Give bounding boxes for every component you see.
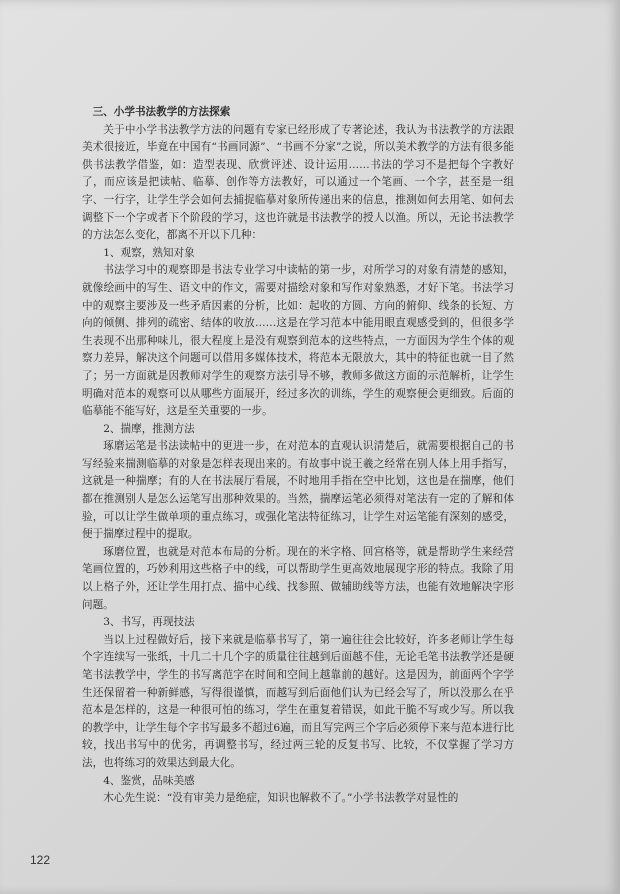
page-text xyxy=(82,104,514,808)
subheading-appreciate: 4、鉴赏，品味美感 xyxy=(103,774,195,787)
page-number: 122 xyxy=(30,853,51,867)
paragraph-intro: 关于中小学书法教学方法的问题有专家已经形成了专著论述，我认为书法教学的方法跟美术很接近，毕竟在中国有“书画同源”、“书画不分家”之说，所以美术教学的方法有很多能供书法教学借鉴，如：造型表现、欣赏评述、设计运用……书法的学习不是把每个字教好了，而应该是把读帖、临摹、创作等方法教好，可以通过一个笔画、一个字，甚至是一组字、一行字，让学生学会如何去捕捉临摹对象所传递出来的信息，推测如何去用笔、如何去调整下一个字或者下个阶段的学习，这也许就是书法教学的授人以渔。所以，无论书法教学的方法怎么变化，都离不开以下几种： xyxy=(82,123,514,242)
section-title: 三、小学书法教学的方法探索 xyxy=(92,106,231,118)
subheading-write: 3、书写，再现技法 xyxy=(103,616,195,629)
subheading-observe: 1、观察，熟知对象 xyxy=(103,246,195,259)
subheading-ponder: 2、揣摩，推测方法 xyxy=(103,422,195,435)
paragraph-observe: 书法学习中的观察即是书法专业学习中读帖的第一步，对所学习的对象有清楚的感知，就像绘画中的写生、语文中的作文，需要对描绘对象和写作对象熟悉，才好下笔。书法学习中的观察主要涉及一些矛盾因素的分析，比如：起收的方圆、方向的俯仰、线条的长短、方向的倾侧、排列的疏密、结体的收放……这是在学习范本中能用眼直观感受到的，但很多学生表现不出那种味儿，很大程度上是没有观察到范本的这些特点，一方面因为学生个体的观察力差异，解决这个问题可以借用多媒体技术，将范本无限放大，其中的特征也就一目了然了；另一方面就是因教师对学生的观察方法引导不够，教师多做这方面的示范解析，让学生明确对范本的观察可以从哪些方面展开，经过多次的训练，学生的观察便会更细致。后面的临摹能不能写好，这是至关重要的一步。 xyxy=(82,264,514,418)
paragraph-appreciate: 木心先生说：“没有审美力是绝症，知识也解救不了。”小学书法教学对显性的 xyxy=(103,792,459,805)
paragraph-write: 当以上过程做好后，接下来就是临摹书写了，第一遍往往会比较好，许多老师让学生每个字连续写一张纸，十几二十几个字的质量往往越到后面越不佳，无论毛笔书法教学还是硬笔书法教学中，学生的书写离范字在时间和空间上越靠前的越好。这是因为，前面两个字学生还保留着一种新鲜感，写得很谨慎，而越写到后面他们认为已经会写了，所以没那么在乎范本是怎样的，这是一种很可怕的练习，学生在重复着错误，如此干脆不写或少写。所以我的教学中，让学生每个字书写最多不超过6遍，而且写完两三个字后必须停下来与范本进行比较，找出书写中的优劣，再调整书写，经过两三轮的反复书写、比较，不仅掌握了学习方法，也将练习的效果达到最大化。 xyxy=(82,633,514,769)
paragraph-ponder-2: 琢磨位置，也就是对范本布局的分析。现在的米字格、回宫格等，就是帮助学生来经营笔画位置的，巧妙利用这些格子中的线，可以帮助学生更高效地展现字形的特点。我除了用以上格子外，还让学生用打点、描中心线、找参照、做辅助线等方法，也能有效地解决字形问题。 xyxy=(82,545,514,611)
paragraph-ponder-1: 琢磨运笔是书法读帖中的更进一步，在对范本的直观认识清楚后，就需要根据自己的书写经验来揣测临摹的对象是怎样表现出来的。有故事中说王羲之经常在别人体上用手指写，这就是一种揣摩；有的人在书法展厅看展，不时地用手指在空中比划，这也是在揣摩，他们都在推测别人是怎么运笔写出那种效果的。当然，揣摩运笔必须得对笔法有一定的了解和体验，可以让学生做单项的重点练习，或强化笔法特征练习，让学生对运笔能有深刻的感受，便于揣摩过程中的提取。 xyxy=(82,440,514,541)
